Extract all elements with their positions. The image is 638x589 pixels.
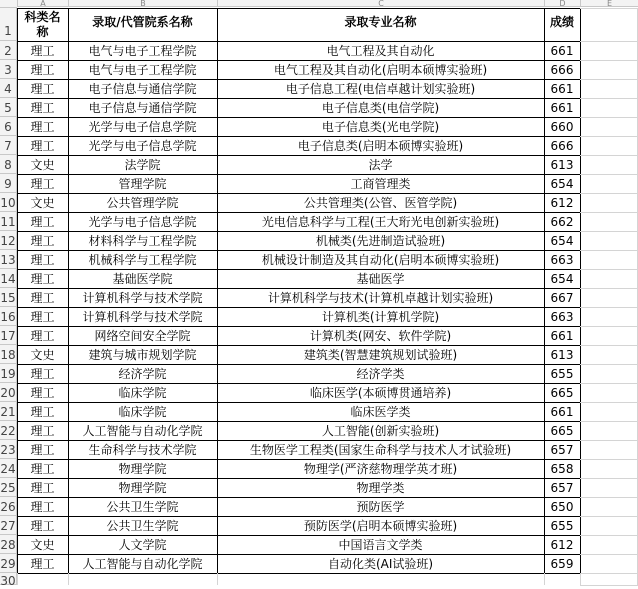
grid-line	[580, 364, 638, 365]
cell-category[interactable]: 理工	[30, 82, 55, 96]
grid-line	[580, 497, 638, 498]
row-number[interactable]: 28	[0, 535, 17, 554]
cell-college[interactable]: 光学与电子信息学院	[88, 139, 197, 153]
header-score[interactable]: 成绩	[549, 15, 574, 29]
grid-line	[580, 8, 638, 9]
cell-score[interactable]: 612	[550, 537, 574, 552]
grid-line	[580, 307, 638, 308]
cell-category[interactable]: 理工	[30, 386, 55, 400]
row-number[interactable]: 27	[0, 516, 17, 535]
grid-line	[580, 535, 638, 536]
row-number[interactable]: 30	[0, 574, 16, 588]
grid-line	[17, 288, 580, 289]
cell-score[interactable]: 613	[550, 157, 574, 172]
cell-category[interactable]: 理工	[30, 63, 55, 77]
cell-category[interactable]: 理工	[30, 557, 55, 571]
cell-major[interactable]: 生物医学工程类(国家生命科学与技术人才试验班)	[249, 443, 512, 457]
cell-major[interactable]: 计算机类(网安、软件学院)	[309, 329, 452, 343]
cell-college[interactable]: 物理学院	[118, 481, 167, 495]
grid-line	[17, 573, 18, 585]
cell-major[interactable]: 电子信息类(电信学院)	[321, 101, 440, 115]
grid-line	[17, 212, 580, 213]
cell-college[interactable]: 人文学院	[118, 538, 167, 552]
cell-college[interactable]: 公共管理学院	[106, 196, 179, 210]
cell-score[interactable]: 657	[550, 442, 574, 457]
row-number[interactable]: 26	[0, 497, 17, 516]
row-number[interactable]: 20	[0, 383, 17, 402]
grid-line	[17, 79, 580, 80]
cell-college[interactable]: 基础医学院	[112, 272, 173, 286]
grid-line	[17, 326, 580, 327]
cell-major[interactable]: 预防医学(启明本硕博实验班)	[303, 519, 458, 533]
cell-major[interactable]: 临床医学类	[350, 405, 411, 419]
grid-line	[580, 288, 638, 289]
cell-major[interactable]: 机械设计制造及其自动化(启明本硕博实验班)	[261, 253, 500, 267]
grid-line	[17, 383, 580, 384]
row-number[interactable]: 25	[0, 478, 17, 497]
cell-score[interactable]: 661	[550, 81, 574, 96]
cell-college[interactable]: 计算机科学与技术学院	[82, 291, 203, 305]
cell-category[interactable]: 文史	[30, 348, 55, 362]
cell-major[interactable]: 临床医学(本硕博贯通培养)	[309, 386, 452, 400]
column-header-corner	[0, 0, 17, 8]
grid-line	[544, 573, 545, 585]
cell-college[interactable]: 生命科学与技术学院	[88, 443, 197, 457]
row-number[interactable]: 10	[0, 193, 17, 212]
grid-line	[17, 269, 580, 270]
cell-score[interactable]: 657	[550, 480, 574, 495]
cell-major[interactable]: 电子信息类(启明本硕博实验班)	[297, 139, 464, 153]
cell-score[interactable]: 666	[550, 62, 574, 77]
cell-category[interactable]: 理工	[30, 519, 55, 533]
cell-college[interactable]: 法学院	[124, 158, 161, 172]
grid-line	[580, 421, 638, 422]
cell-major[interactable]: 法学	[368, 158, 393, 172]
row-number[interactable]: 2	[0, 41, 17, 60]
grid-line	[580, 155, 638, 156]
cell-college[interactable]: 材料科学与工程学院	[88, 234, 197, 248]
cell-score[interactable]: 650	[550, 499, 574, 514]
grid-line	[17, 307, 580, 308]
grid-line	[17, 231, 580, 232]
grid-line	[68, 8, 69, 573]
cell-major[interactable]: 计算机科学与技术(计算机卓越计划实验班)	[267, 291, 494, 305]
cell-category[interactable]: 理工	[30, 272, 55, 286]
grid-line	[17, 554, 580, 555]
grid-line	[580, 440, 638, 441]
grid-line	[68, 573, 69, 585]
cell-score[interactable]: 654	[550, 271, 574, 286]
grid-line	[17, 497, 580, 498]
header-category[interactable]: 科类名称	[24, 9, 61, 39]
cell-category[interactable]: 理工	[30, 329, 55, 343]
cell-major[interactable]: 机械类(先进制造试验班)	[315, 234, 446, 248]
cell-major[interactable]: 公共管理类(公管、医管学院)	[303, 196, 458, 210]
row-number[interactable]: 4	[0, 79, 17, 98]
cell-score[interactable]: 661	[550, 43, 574, 58]
row-number[interactable]: 18	[0, 345, 17, 364]
cell-major[interactable]: 经济学类	[356, 367, 405, 381]
cell-score[interactable]: 661	[550, 404, 574, 419]
cell-college[interactable]: 机械科学与工程学院	[88, 253, 197, 267]
grid-line	[17, 193, 580, 194]
cell-major[interactable]: 计算机类(计算机学院)	[321, 310, 440, 324]
row-number[interactable]: 9	[0, 174, 17, 193]
cell-score[interactable]: 665	[550, 385, 574, 400]
grid-line	[17, 459, 580, 460]
cell-major[interactable]: 电子信息工程(电信卓越计划实验班)	[285, 82, 476, 96]
grid-line	[17, 250, 580, 251]
grid-line	[217, 8, 218, 573]
cell-category[interactable]: 文史	[30, 196, 55, 210]
cell-major[interactable]: 预防医学	[356, 500, 405, 514]
row-number[interactable]: 1	[0, 8, 17, 41]
cell-category[interactable]: 理工	[30, 44, 55, 58]
row-number[interactable]: 23	[0, 440, 17, 459]
cell-college[interactable]: 管理学院	[118, 177, 167, 191]
row-number[interactable]: 24	[0, 459, 17, 478]
grid-line	[580, 231, 638, 232]
cell-category[interactable]: 理工	[30, 405, 55, 419]
cell-college[interactable]: 公共卫生学院	[106, 519, 179, 533]
cell-score[interactable]: 665	[550, 423, 574, 438]
cell-category[interactable]: 理工	[30, 215, 55, 229]
grid-line	[580, 345, 638, 346]
cell-major[interactable]: 自动化类(AI试验班)	[327, 557, 434, 571]
grid-line	[580, 459, 638, 460]
header-major[interactable]: 录取专业名称	[344, 15, 417, 29]
grid-line	[17, 41, 580, 42]
cell-major[interactable]: 电子信息类(光电学院)	[321, 120, 440, 134]
cell-score[interactable]: 662	[550, 214, 574, 229]
grid-line	[17, 364, 580, 365]
cell-score[interactable]: 654	[550, 176, 574, 191]
grid-line	[580, 269, 638, 270]
cell-college[interactable]: 临床学院	[118, 405, 167, 419]
cell-category[interactable]: 理工	[30, 101, 55, 115]
grid-line	[17, 98, 580, 99]
cell-college[interactable]: 电气与电子工程学院	[88, 44, 197, 58]
cell-college[interactable]: 人工智能与自动化学院	[82, 557, 203, 571]
row-number[interactable]: 12	[0, 231, 17, 250]
cell-score[interactable]: 612	[550, 195, 574, 210]
cell-score[interactable]: 655	[550, 518, 574, 533]
cell-score[interactable]: 654	[550, 233, 574, 248]
row-number[interactable]: 14	[0, 269, 17, 288]
cell-major[interactable]: 光电信息科学与工程(王大珩光电创新实验班)	[261, 215, 500, 229]
row-number[interactable]: 22	[0, 421, 17, 440]
grid-line	[17, 535, 580, 536]
cell-score[interactable]: 658	[550, 461, 574, 476]
grid-line	[17, 8, 580, 9]
grid-line	[580, 383, 638, 384]
grid-line	[580, 193, 638, 194]
grid-line	[580, 573, 638, 574]
cell-college[interactable]: 电子信息与通信学院	[88, 82, 197, 96]
row-number[interactable]: 16	[0, 307, 17, 326]
cell-college[interactable]: 临床学院	[118, 386, 167, 400]
grid-line	[17, 478, 580, 479]
column-header-c[interactable]: C	[217, 0, 544, 7]
cell-category[interactable]: 理工	[30, 120, 55, 134]
grid-line	[17, 573, 580, 574]
grid-line	[17, 516, 580, 517]
cell-college[interactable]: 人工智能与自动化学院	[82, 424, 203, 438]
row-number[interactable]: 29	[0, 554, 17, 573]
grid-line	[17, 421, 580, 422]
cell-major[interactable]: 中国语言文学类	[338, 538, 423, 552]
cell-college[interactable]: 计算机科学与技术学院	[82, 310, 203, 324]
cell-score[interactable]: 660	[550, 119, 574, 134]
grid-line	[17, 117, 580, 118]
cell-major[interactable]: 物理学(严济慈物理学英才班)	[303, 462, 458, 476]
cell-category[interactable]: 理工	[30, 234, 55, 248]
cell-score[interactable]: 661	[550, 100, 574, 115]
row-number[interactable]: 17	[0, 326, 17, 345]
row-number[interactable]: 7	[0, 136, 17, 155]
grid-line	[580, 478, 638, 479]
cell-college[interactable]: 网络空间安全学院	[94, 329, 191, 343]
grid-line	[580, 402, 638, 403]
column-header-b[interactable]: B	[68, 0, 217, 7]
cell-score[interactable]: 667	[550, 290, 574, 305]
cell-category[interactable]: 理工	[30, 481, 55, 495]
cell-score[interactable]: 663	[550, 252, 574, 267]
header-college[interactable]: 录取/代管院系名称	[92, 15, 193, 29]
grid-line	[17, 60, 580, 61]
grid-line	[580, 8, 581, 573]
cell-college[interactable]: 电气与电子工程学院	[88, 63, 197, 77]
cell-category[interactable]: 文史	[30, 538, 55, 552]
grid-line	[580, 554, 638, 555]
grid-line	[580, 174, 638, 175]
cell-score[interactable]: 663	[550, 309, 574, 324]
cell-score[interactable]: 655	[550, 366, 574, 381]
row-number[interactable]: 21	[0, 402, 17, 421]
cell-category[interactable]: 理工	[30, 139, 55, 153]
cell-category[interactable]: 理工	[30, 310, 55, 324]
grid-line	[580, 136, 638, 137]
grid-line	[580, 117, 638, 118]
row-number[interactable]: 3	[0, 60, 17, 79]
cell-category[interactable]: 文史	[30, 158, 55, 172]
grid-line	[580, 98, 638, 99]
grid-line	[217, 573, 218, 585]
cell-category[interactable]: 理工	[30, 177, 55, 191]
row-number[interactable]: 8	[0, 155, 17, 174]
row-number[interactable]: 19	[0, 364, 17, 383]
cell-college[interactable]: 公共卫生学院	[106, 500, 179, 514]
cell-score[interactable]: 666	[550, 138, 574, 153]
cell-score[interactable]: 659	[550, 556, 574, 571]
cell-college[interactable]: 电子信息与通信学院	[88, 101, 197, 115]
cell-major[interactable]: 基础医学	[356, 272, 405, 286]
cell-college[interactable]: 光学与电子信息学院	[88, 120, 197, 134]
row-number[interactable]: 13	[0, 250, 17, 269]
cell-category[interactable]: 理工	[30, 291, 55, 305]
cell-category[interactable]: 理工	[30, 253, 55, 267]
grid-line	[17, 345, 580, 346]
row-number[interactable]: 15	[0, 288, 17, 307]
grid-line	[17, 174, 580, 175]
cell-college[interactable]: 光学与电子信息学院	[88, 215, 197, 229]
grid-line	[17, 8, 18, 573]
cell-college[interactable]: 经济学院	[118, 367, 167, 381]
cell-category[interactable]: 理工	[30, 367, 55, 381]
cell-category[interactable]: 理工	[30, 443, 55, 457]
cell-category[interactable]: 理工	[30, 424, 55, 438]
row-number[interactable]: 6	[0, 117, 17, 136]
cell-major[interactable]: 物理学类	[356, 481, 405, 495]
cell-major[interactable]: 电气工程及其自动化(启明本硕博实验班)	[273, 63, 488, 77]
cell-score[interactable]: 661	[550, 328, 574, 343]
cell-category[interactable]: 理工	[30, 462, 55, 476]
grid-line	[580, 212, 638, 213]
grid-line	[580, 250, 638, 251]
cell-major[interactable]: 建筑类(智慧建筑规划试验班)	[303, 348, 458, 362]
row-number[interactable]: 5	[0, 98, 17, 117]
grid-line	[544, 8, 545, 573]
cell-major[interactable]: 电气工程及其自动化	[326, 44, 435, 58]
grid-line	[580, 516, 638, 517]
column-header-a[interactable]: A	[17, 0, 68, 7]
grid-line	[17, 440, 580, 441]
grid-line	[580, 573, 581, 585]
cell-major[interactable]: 工商管理类	[350, 177, 411, 191]
row-number[interactable]: 11	[0, 212, 17, 231]
cell-college[interactable]: 物理学院	[118, 462, 167, 476]
cell-category[interactable]: 理工	[30, 500, 55, 514]
cell-college[interactable]: 建筑与城市规划学院	[88, 348, 197, 362]
column-header-d[interactable]: D	[544, 0, 580, 7]
grid-line	[580, 60, 638, 61]
grid-line	[580, 79, 638, 80]
column-header-e[interactable]: E	[580, 0, 638, 7]
grid-line	[17, 402, 580, 403]
grid-line	[580, 326, 638, 327]
grid-line	[17, 136, 580, 137]
grid-line	[580, 41, 638, 42]
cell-major[interactable]: 人工智能(创新实验班)	[321, 424, 440, 438]
cell-score[interactable]: 613	[550, 347, 574, 362]
grid-line	[17, 155, 580, 156]
